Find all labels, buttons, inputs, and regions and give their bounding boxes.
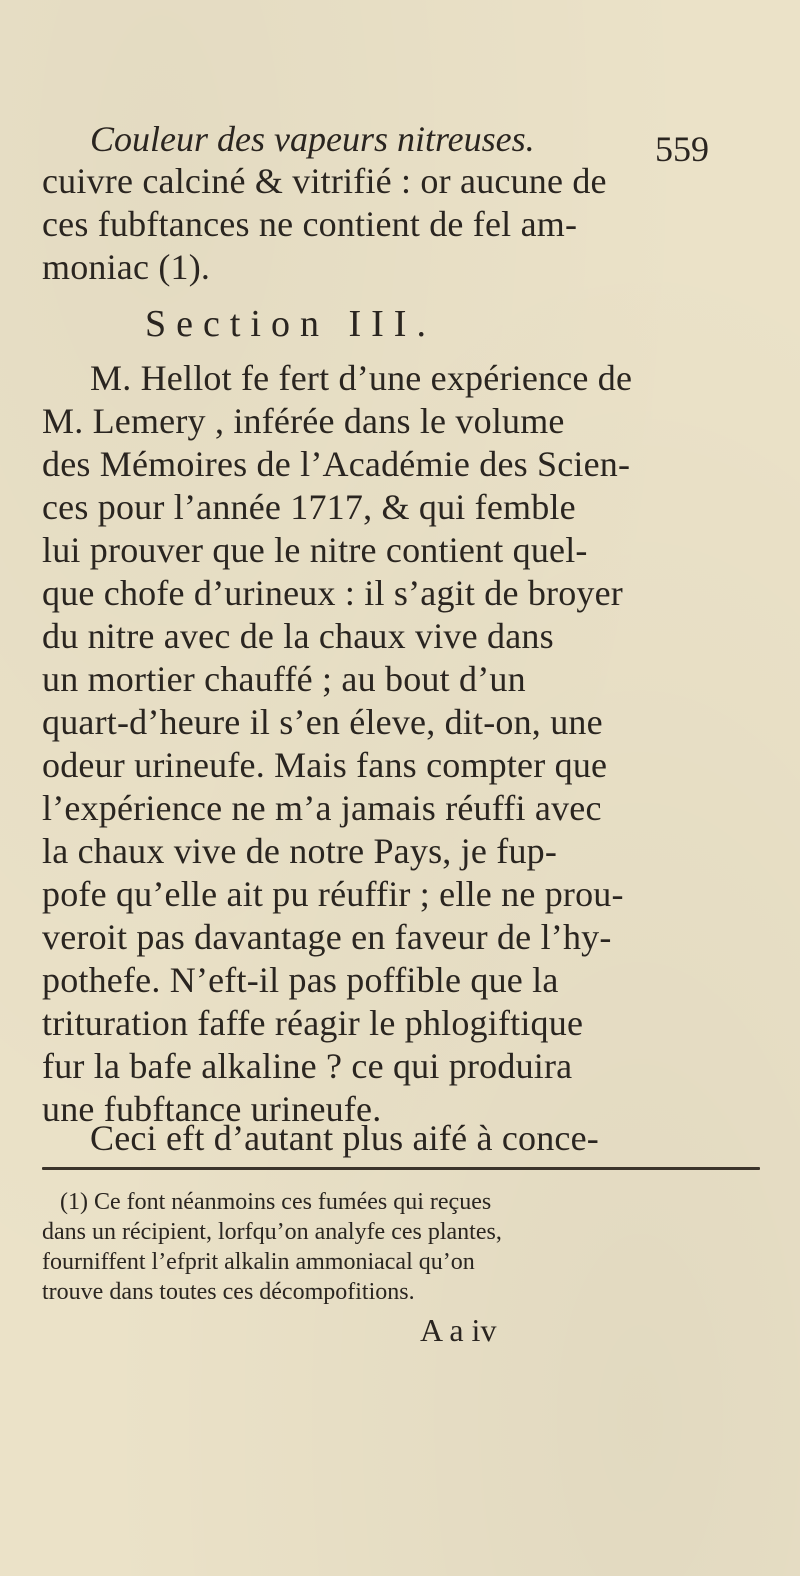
text-line: veroit pas davantage en faveur de l’hy- bbox=[42, 917, 612, 957]
text-line: trituration faffe réagir le phlogiftique bbox=[42, 1003, 584, 1043]
footnote-line: (1) Ce font néanmoins ces fumées qui reçues bbox=[60, 1189, 492, 1215]
page-number: 559 bbox=[655, 129, 709, 169]
text-line: lui prouver que le nitre contient quel- bbox=[42, 530, 588, 570]
text-line: ces fubftances ne contient de fel am- bbox=[42, 204, 578, 244]
text-line: la chaux vive de notre Pays, je fup- bbox=[42, 831, 558, 871]
footnote-rule bbox=[42, 1167, 760, 1170]
text-line: moniac (1). bbox=[42, 247, 211, 287]
text-line: odeur urineufe. Mais fans compter que bbox=[42, 745, 608, 785]
footnote-line: trouve dans toutes ces décompofitions. bbox=[42, 1279, 415, 1305]
text-line: M. Hellot fe fert d’une expérience de bbox=[90, 358, 633, 398]
section-heading: Section III. bbox=[145, 303, 436, 345]
text-line: cuivre calciné & vitrifié : or aucune de bbox=[42, 161, 607, 201]
signature-mark: A a iv bbox=[420, 1312, 497, 1348]
footnote-line: fourniffent l’efprit alkalin ammoniacal qu’on bbox=[42, 1249, 475, 1275]
text-line: Ceci eft d’autant plus aifé à conce- bbox=[90, 1118, 599, 1158]
text-line: du nitre avec de la chaux vive dans bbox=[42, 616, 554, 656]
text-line: fur la bafe alkaline ? ce qui produira bbox=[42, 1046, 573, 1086]
text-line: quart-d’heure il s’en éleve, dit-on, une bbox=[42, 702, 603, 742]
text-line: l’expérience ne m’a jamais réuffi avec bbox=[42, 788, 602, 828]
text-line: pofe qu’elle ait pu réuffir ; elle ne prou- bbox=[42, 874, 624, 914]
text-line: que chofe d’urineux : il s’agit de broyer bbox=[42, 573, 624, 613]
text-line: des Mémoires de l’Académie des Scien- bbox=[42, 444, 631, 484]
text-line: M. Lemery , inférée dans le volume bbox=[42, 401, 565, 441]
text-line: pothefe. N’eft-il pas poffible que la bbox=[42, 960, 559, 1000]
running-head: Couleur des vapeurs nitreuses. bbox=[90, 119, 535, 159]
footnote-line: dans un récipient, lorfqu’on analyfe ces plantes, bbox=[42, 1219, 502, 1245]
text-line: une fubftance urineufe. bbox=[42, 1089, 382, 1129]
text-line: un mortier chauffé ; au bout d’un bbox=[42, 659, 526, 699]
text-line: ces pour l’année 1717, & qui femble bbox=[42, 487, 576, 527]
